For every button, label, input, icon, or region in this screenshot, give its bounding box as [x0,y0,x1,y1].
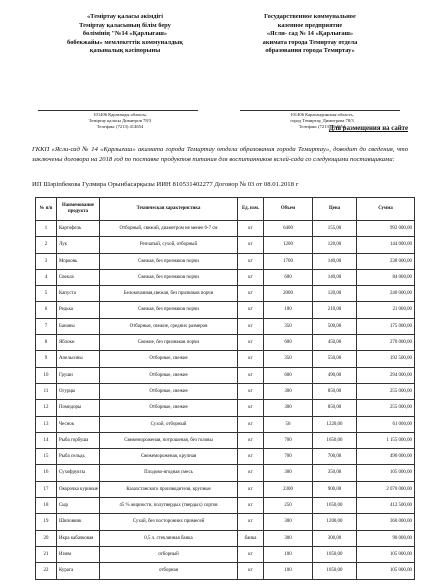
product-spec-cell: Белокочанная,свежая, без признаков порчи [100,286,238,302]
product-spec-cell: Сухой, отборный [100,416,238,432]
sum-cell: 270 000,00 [357,335,415,351]
row-number-cell: 21 [36,546,57,562]
row-number-cell: 14 [36,432,57,448]
sum-cell: 294 000,00 [357,367,415,383]
sum-cell: 105 000,00 [357,465,415,481]
unit-cell: банка [238,530,264,546]
table-row [36,286,415,302]
letterhead-line: Теміртау қаласының білім беру [79,21,171,29]
table-row [36,221,415,237]
supplier-line: ИП Шәріпбекова Гулмира Орынбасарқызы ИИН 810531402277 Договор № 03 от 08.01.2018 г [32,181,299,188]
unit-cell: кг [238,498,264,514]
row-number-cell: 11 [36,383,57,399]
letterhead-line: «Ясли- сад № 14 «Қарлығаш» [266,30,354,38]
product-name-cell: Апельсины [57,351,100,367]
sum-cell: 2 070 000,00 [357,481,415,497]
table-row [36,237,415,253]
letterhead-kazakh [30,13,220,56]
unit-cell: кг [238,416,264,432]
price-cell: 140,00 [313,269,357,285]
volume-cell: 700 [264,432,313,448]
unit-cell: кг [238,546,264,562]
sum-cell: 144 000,00 [357,237,415,253]
volume-cell: 100 [264,563,313,579]
product-spec-cell: Свежая, без признаков порчи [100,253,238,269]
sum-cell: 240 000,00 [357,286,415,302]
unit-cell: кг [238,432,264,448]
sum-cell: 1 155 000,00 [357,432,415,448]
product-spec-cell: Свежие, без признаков порчи [100,335,238,351]
volume-cell: 2000 [264,286,313,302]
letterhead-russian [215,13,405,56]
letterhead [0,13,426,91]
price-cell: 450,00 [313,335,357,351]
table-row [36,498,415,514]
volume-cell: 600 [264,367,313,383]
product-spec-cell: отборная [100,563,238,579]
header-cell: № п/п [36,198,57,221]
product-name-cell: Шиповник [57,514,100,530]
product-spec-cell: Отборные, свежие, средних размеров [100,318,238,334]
unit-cell: кг [238,367,264,383]
sum-cell: 238 000,00 [357,253,415,269]
volume-cell: 300 [264,465,313,481]
volume-cell: 300 [264,530,313,546]
row-number-cell: 10 [36,367,57,383]
unit-cell: кг [238,481,264,497]
price-cell: 1650,00 [313,498,357,514]
letterhead-line: бөлімінің "№14 «Қарлығаш» [82,30,168,38]
sum-cell: 105 000,00 [357,563,415,579]
sum-cell: 84 000,00 [357,269,415,285]
product-spec-cell: Отборные, свежие [100,367,238,383]
volume-cell: 350 [264,318,313,334]
volume-cell: 700 [264,449,313,465]
product-spec-cell: Отборные, свежие [100,383,238,399]
letterhead-line: акимата города Темиртау отдела [262,38,358,46]
row-number-cell: 3 [36,253,57,269]
price-cell: 900,00 [313,481,357,497]
letterhead-line: образования города Темиртау» [265,47,355,55]
unit-cell: кг [238,302,264,318]
address-line: Телефакс (7213) 414654 [298,124,346,129]
product-spec-cell: 45 % жирности, полутвердых (твердых) сортов [100,498,238,514]
row-number-cell: 22 [36,563,57,579]
price-cell: 155,00 [313,221,357,237]
product-name-cell: Бананы [57,318,100,334]
sum-cell: 255 000,00 [357,400,415,416]
table-row [36,400,415,416]
volume-cell: 100 [264,546,313,562]
unit-cell: кг [238,563,264,579]
product-spec-cell: Свежая, без признаков порчи [100,269,238,285]
letterhead-line: «Теміртау қаласы әкімдігі [86,13,163,20]
row-number-cell: 18 [36,498,57,514]
sum-cell: 175 000,00 [357,318,415,334]
price-cell: 1220,00 [313,416,357,432]
product-name-cell: Курага [57,563,100,579]
sum-cell: 992 000,00 [357,221,415,237]
header-cell: Цена [313,198,357,221]
product-name-cell: Помидоры [57,400,100,416]
table-row [36,269,415,285]
table-row [36,563,415,579]
product-name-cell: Морковь [57,253,100,269]
site-note: Для размещения на сайте [328,125,408,132]
sum-cell: 360 000,00 [357,514,415,530]
unit-cell: кг [238,253,264,269]
unit-cell: кг [238,269,264,285]
header-cell: Техническая характеристика [100,198,238,221]
row-number-cell: 15 [36,449,57,465]
table-row [36,383,415,399]
product-name-cell: Капуста [57,286,100,302]
volume-cell: 250 [264,498,313,514]
row-number-cell: 20 [36,530,57,546]
price-cell: 490,00 [313,367,357,383]
product-spec-cell: Свежая, без признаков порчи [100,302,238,318]
volume-cell: 300 [264,383,313,399]
product-spec-cell: Репчатый, сухой, отборный [100,237,238,253]
product-name-cell: Сыр [57,498,100,514]
sum-cell: 255 000,00 [357,383,415,399]
table-row [36,481,415,497]
price-cell: 350,00 [313,465,357,481]
price-cell: 850,00 [313,400,357,416]
sum-cell: 192 500,00 [357,351,415,367]
table-row [36,318,415,334]
unit-cell: кг [238,237,264,253]
product-spec-cell: Отборные, свежие [100,351,238,367]
intro-paragraph: ГККП «Ясли-сад № 14 «Қарлығаш» акимата города Темиртау отдела образования города Темиртау», доводит до сведения, что заключены договора на 2018 год по поставке продуктов питания для воспитанников яслей-сада со следующими поставщиками: [32,146,408,163]
row-number-cell: 5 [36,286,57,302]
sum-cell: 21 000,00 [357,302,415,318]
letterhead-line: бөбекжайы» мемлекеттік коммуналдық [67,38,183,46]
table-row [36,367,415,383]
table-body [36,221,415,580]
volume-cell: 600 [264,335,313,351]
product-spec-cell: 0,5 л. стеклянная банка [100,530,238,546]
volume-cell: 1700 [264,253,313,269]
row-number-cell: 4 [36,269,57,285]
product-spec-cell: Сухой, без посторонних примесей [100,514,238,530]
volume-cell: 300 [264,400,313,416]
product-spec-cell: Казахстанского производителя, крупные [100,481,238,497]
address-kazakh [40,112,200,130]
price-cell: 120,00 [313,286,357,302]
price-cell: 1650,00 [313,432,357,448]
row-number-cell: 12 [36,400,57,416]
price-cell: 210,00 [313,302,357,318]
address-line: город Темиртау, Димитрова 78/3 [290,118,354,123]
price-cell: 1050,00 [313,563,357,579]
volume-cell: 300 [264,514,313,530]
table-header-row [36,198,415,221]
row-number-cell: 8 [36,335,57,351]
table-row [36,465,415,481]
supply-table [35,197,415,580]
price-cell: 850,00 [313,383,357,399]
product-name-cell: Рыба сельдь [57,449,100,465]
table-row [36,416,415,432]
unit-cell: кг [238,449,264,465]
row-number-cell: 7 [36,318,57,334]
row-number-cell: 17 [36,481,57,497]
table-row [36,546,415,562]
product-name-cell: Окорочка куриные [57,481,100,497]
table-row [36,335,415,351]
price-cell: 1050,00 [313,546,357,562]
header-cell: Объем [264,198,313,221]
product-name-cell: Свекла [57,269,100,285]
row-number-cell: 13 [36,416,57,432]
letterhead-line: казенное предприятие [277,21,343,29]
product-spec-cell: Плодово-ягодная смесь [100,465,238,481]
price-cell: 550,00 [313,351,357,367]
unit-cell: кг [238,286,264,302]
unit-cell: кг [238,318,264,334]
product-name-cell: Сухофрукты [57,465,100,481]
product-name-cell: Огурцы [57,383,100,399]
product-spec-cell: отборный [100,546,238,562]
product-name-cell: Груши [57,367,100,383]
volume-cell: 6400 [264,221,313,237]
sum-cell: 490 000,00 [357,449,415,465]
unit-cell: кг [238,400,264,416]
divider [38,110,198,111]
volume-cell: 600 [264,269,313,285]
volume-cell: 350 [264,351,313,367]
row-number-cell: 9 [36,351,57,367]
volume-cell: 100 [264,302,313,318]
address-line: 101406 Карагандинская область, [290,112,354,117]
row-number-cell: 19 [36,514,57,530]
address-line: Теміртау қаласы Димитров 78/3 [88,118,152,123]
unit-cell: кг [238,335,264,351]
sum-cell: 61 000,00 [357,416,415,432]
row-number-cell: 2 [36,237,57,253]
price-cell: 700,00 [313,449,357,465]
volume-cell: 1200 [264,237,313,253]
unit-cell: кг [238,465,264,481]
unit-cell: кг [238,351,264,367]
table-row [36,514,415,530]
sum-cell: 412 500,00 [357,498,415,514]
product-name-cell: Яблоки [57,335,100,351]
product-spec-cell: Свежемороженая, потрошеная, без головы [100,432,238,448]
unit-cell: кг [238,221,264,237]
price-cell: 120,00 [313,237,357,253]
price-cell: 500,00 [313,318,357,334]
row-number-cell: 6 [36,302,57,318]
table-row [36,530,415,546]
header-cell: Ед. изм. [238,198,264,221]
header-cell: Наименование продукта [57,198,100,221]
address-line: Телефакс (7213) 414654 [96,124,144,129]
volume-cell: 50 [264,416,313,432]
table-row [36,351,415,367]
product-name-cell: Лук [57,237,100,253]
price-cell: 1200,00 [313,514,357,530]
unit-cell: кг [238,383,264,399]
sum-cell: 90 000,00 [357,530,415,546]
price-cell: 140,00 [313,253,357,269]
unit-cell: кг [238,514,264,530]
letterhead-line: қазыналық кәсіпорыны [89,47,161,55]
product-name-cell: Икра кабачковая [57,530,100,546]
product-name-cell: Изюм [57,546,100,562]
product-name-cell: Редька [57,302,100,318]
sum-cell: 105 000,00 [357,546,415,562]
table-row [36,449,415,465]
header-cell: Сумма [357,198,415,221]
divider [240,110,400,111]
product-spec-cell: Свежемороженая, крупная [100,449,238,465]
row-number-cell: 16 [36,465,57,481]
price-cell: 300,00 [313,530,357,546]
volume-cell: 2300 [264,481,313,497]
product-name-cell: Картофель [57,221,100,237]
table-row [36,432,415,448]
product-spec-cell: Отборный, свежий, диаметром не менее 6-7 см [100,221,238,237]
product-name-cell: Рыба горбуша [57,432,100,448]
address-line: 101406 Қарағанды облысы, [93,112,147,117]
row-number-cell: 1 [36,221,57,237]
product-name-cell: Чеснок [57,416,100,432]
letterhead-line: Государственное коммунальное [264,13,356,20]
table-row [36,302,415,318]
table-row [36,253,415,269]
product-spec-cell: Отборные, свежие [100,400,238,416]
